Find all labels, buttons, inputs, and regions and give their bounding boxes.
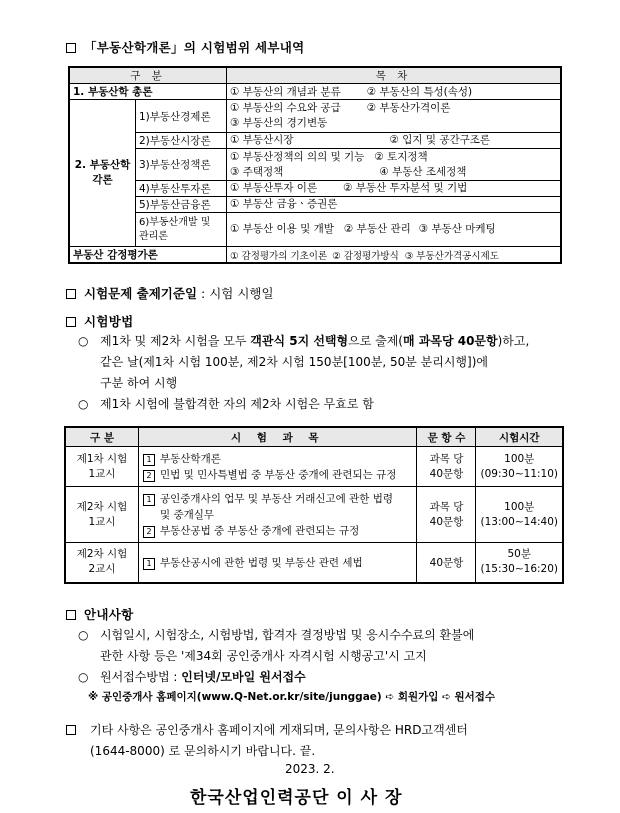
- specific-row-contents: ① 부동산정책의 의의 및 기능 ② 토지정책 ③ 주택정책 ④ 부동산 조세정책: [227, 149, 562, 181]
- checkbox-icon: [66, 289, 76, 299]
- notice-note: ※ 공인중개사 홈페이지(www.Q-Net.or.kr/site/junggae) ➪ 회원가입 ➪ 원서접수: [88, 691, 496, 703]
- exam-header: 시 험 과 목: [139, 427, 417, 447]
- method-bullet-1-line2: 같은 날(제1차 시험 100분, 제2차 시험 150분[100분, 50분 분리시행])에: [100, 355, 488, 369]
- specific-row-contents: ① 부동산 이용 및 개발 ② 부동산 관리 ③ 부동산 마케팅: [227, 213, 562, 247]
- exam-header: 구 분: [65, 427, 139, 447]
- notice-bullet-2: ○ 원서접수방법 : 인터넷/모바일 원서접수: [78, 667, 578, 688]
- specific-label: 2. 부동산학 각론: [69, 100, 135, 247]
- specific-row-contents: ① 부동산투자 이론 ② 부동산 투자분석 및 기법: [227, 181, 562, 197]
- exam-count: 과목 당 40문항: [417, 447, 476, 487]
- checkbox-icon: [66, 317, 76, 327]
- specific-row-label: 2)부동산시장론: [135, 133, 226, 149]
- exam-subjects: 1 부동산학개론 2 민법 및 민사특별법 중 부동산 중개에 관련되는 규정: [139, 447, 417, 487]
- specific-row-label: 3)부동산정책론: [135, 149, 226, 181]
- exam-header: 시험시간: [476, 427, 563, 447]
- exam-category: 제2차 시험 1교시: [65, 487, 139, 543]
- method-section-title: 시험방법: [66, 312, 134, 330]
- method-bullet-1: ○ 제1차 및 제2차 시험을 모두 객관식 5지 선택형으로 출제(매 과목당 40문항)하고,: [78, 331, 578, 352]
- specific-row-contents: ① 부동산시장 ② 입지 및 공간구조론: [227, 133, 562, 149]
- circle-bullet-icon: ○: [78, 628, 89, 642]
- checkbox-icon: [66, 725, 76, 735]
- issuer-name: 한국산업인력공단 이 사 장: [190, 788, 403, 808]
- specific-row-contents: ① 부동산 금융ㆍ증권론: [227, 197, 562, 213]
- general-label: 1. 부동산학 총론: [69, 84, 227, 100]
- appraisal-contents: ① 감정평가의 기초이론 ② 감정평가방식 ③ 부동산가격공시제도: [227, 247, 562, 264]
- criteria-section: [66, 284, 274, 302]
- scope-header-category: 구 분: [69, 67, 227, 84]
- circle-bullet-icon: ○: [78, 670, 89, 684]
- appraisal-label: 부동산 감정평가론: [69, 247, 227, 264]
- notice-bullet-1: ○ 시험일시, 시험장소, 시험방법, 합격자 결정방법 및 응시수수료의 환불에: [78, 625, 578, 646]
- criteria-value: : 시험 시행일: [201, 286, 274, 301]
- notice-section-title: 안내사항: [66, 605, 134, 623]
- exam-time: 100분 (09:30∼11:10): [476, 447, 563, 487]
- specific-row-label: 6)부동산개발 및 관리론: [135, 213, 226, 247]
- criteria-label: 시험문제 출제기준일: [84, 286, 198, 301]
- exam-count: 40문항: [417, 543, 476, 583]
- checkbox-icon: [66, 43, 76, 53]
- exam-table: [64, 426, 564, 584]
- method-bullet-1-line3: 구분 하여 시행: [100, 376, 178, 390]
- method-bullets: [78, 331, 578, 415]
- exam-count: 과목 당 40문항: [417, 487, 476, 543]
- circle-bullet-icon: ○: [78, 397, 89, 411]
- document-date: 2023. 2.: [285, 762, 335, 776]
- specific-row-label: 4)부동산투자론: [135, 181, 226, 197]
- other-section: 기타 사항은 공인중개사 홈페이지에 게재되며, 문의사항은 HRD고객센터 (1644-8000) 로 문의하시기 바랍니다. 끝.: [66, 720, 576, 762]
- specific-row-contents: ① 부동산의 수요와 공급 ② 부동산가격이론 ③ 부동산의 경기변동: [227, 100, 562, 133]
- checkbox-icon: [66, 610, 76, 620]
- general-contents: ① 부동산의 개념과 분류 ② 부동산의 특성(속성): [227, 84, 562, 100]
- exam-header: 문 항 수: [417, 427, 476, 447]
- scope-table: [68, 66, 562, 264]
- exam-subjects: 1 공인중개사의 업무 및 부동산 거래신고에 관한 법령 및 중개실무 2 부동산공법 중 부동산 중개에 관련되는 규정: [139, 487, 417, 543]
- specific-row-label: 1)부동산경제론: [135, 100, 226, 133]
- specific-row-label: 5)부동산금융론: [135, 197, 226, 213]
- scope-header-contents: 목 차: [227, 67, 562, 84]
- scope-section-title: 「부동산학개론」의 시험범위 세부내역: [66, 38, 305, 56]
- exam-subjects: 1 부동산공시에 관한 법령 및 부동산 관련 세법: [139, 543, 417, 583]
- method-bullet-2: ○ 제1차 시험에 불합격한 자의 제2차 시험은 무효로 함: [78, 394, 578, 415]
- circle-bullet-icon: ○: [78, 334, 89, 348]
- exam-time: 50분 (15:30∼16:20): [476, 543, 563, 583]
- exam-category: 제2차 시험 2교시: [65, 543, 139, 583]
- notice-bullet-1-line2: 관한 사항 등은 '제34회 공인중개사 자격시험 시행공고'시 고지: [100, 649, 427, 663]
- notice-bullets: [78, 625, 578, 688]
- exam-time: 100분 (13:00∼14:40): [476, 487, 563, 543]
- exam-category: 제1차 시험 1교시: [65, 447, 139, 487]
